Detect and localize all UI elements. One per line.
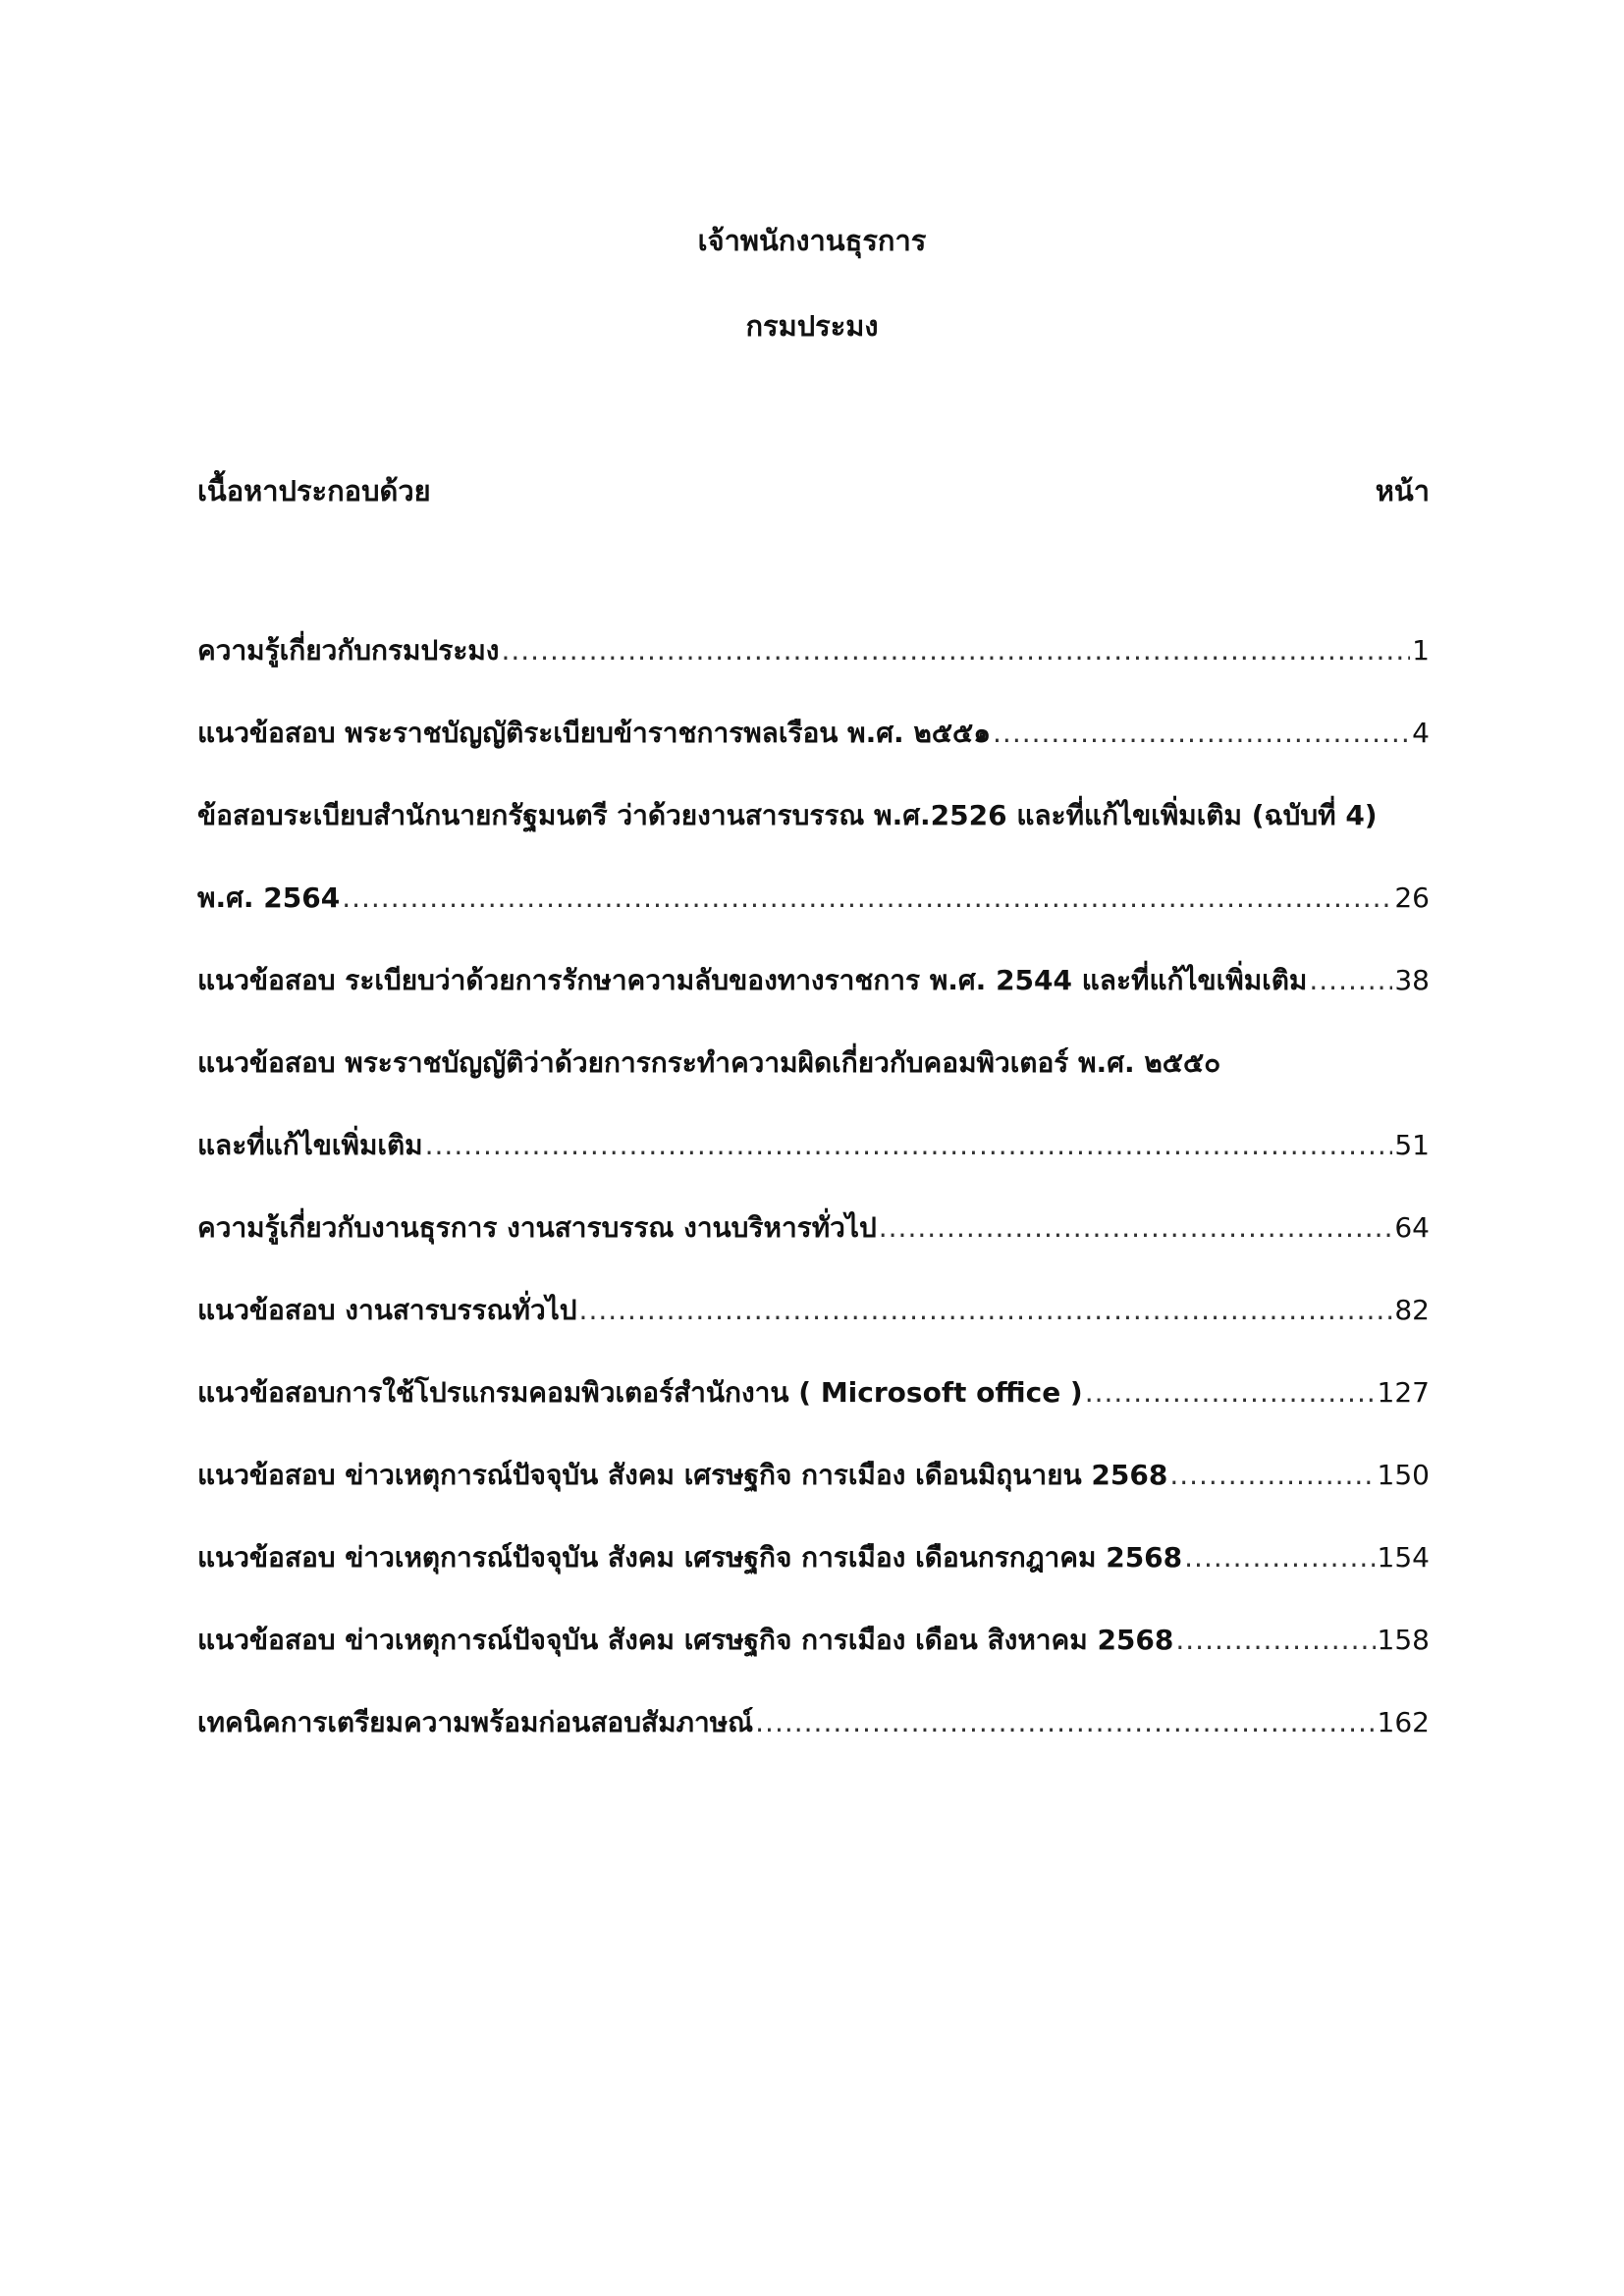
toc-entry-page: 82 [1394, 1294, 1430, 1326]
toc-entry [197, 961, 1430, 1043]
toc-entry-page: 154 [1377, 1541, 1430, 1574]
toc-entry-label: แนวข้อสอบ พระราชบัญญัติว่าด้วยการกระทำความผิดเกี่ยวกับคอมพิวเตอร์ พ.ศ. ๒๕๕๐ [197, 1046, 1221, 1079]
dot-leader [1175, 1621, 1375, 1660]
toc-entry-page: 1 [1412, 634, 1430, 667]
toc-entry-label: แนวข้อสอบ ข่าวเหตุการณ์ปัจจุบัน สังคม เศรษฐกิจ การเมือง เดือน สิงหาคม 2568 [197, 1624, 1174, 1656]
toc-entry-page: 4 [1412, 717, 1430, 749]
toc-entry [197, 714, 1430, 796]
toc-entry [197, 1208, 1430, 1291]
toc-entry-label: ข้อสอบระเบียบสำนักนายกรัฐมนตรี ว่าด้วยงานสารบรรณ พ.ศ.2526 และที่แก้ไขเพิ่มเติม (ฉบับที่ 4) [197, 799, 1378, 831]
dot-leader [879, 1208, 1393, 1248]
toc-entry [197, 1043, 1430, 1126]
toc-entry-label: ความรู้เกี่ยวกับกรมประมง [197, 634, 500, 667]
document-subtitle: กรมประมง [745, 309, 879, 343]
dot-leader [1169, 1456, 1375, 1495]
toc-entry-label: แนวข้อสอบ ระเบียบว่าด้วยการรักษาความลับของทางราชการ พ.ศ. 2544 และที่แก้ไขเพิ่มเติม [197, 964, 1308, 996]
dot-leader [1309, 961, 1392, 1000]
toc-header [197, 471, 1430, 510]
toc-entry [197, 1703, 1430, 1786]
toc-entry-label: แนวข้อสอบ พระราชบัญญัติระเบียบข้าราชการพลเรือน พ.ศ. ๒๕๕๑ [197, 717, 992, 749]
toc-entry-label: แนวข้อสอบการใช้โปรแกรมคอมพิวเตอร์สำนักงาน ( Microsoft office ) [197, 1376, 1083, 1409]
toc-entry-page: 150 [1377, 1459, 1430, 1491]
toc-entry [197, 1373, 1430, 1456]
toc-header-contents-label: เนื้อหาประกอบด้วย [197, 474, 431, 507]
toc-entry-page: 162 [1377, 1706, 1430, 1738]
dot-leader [501, 631, 1410, 670]
toc-entry [197, 796, 1430, 879]
toc-entry-label: เทคนิคการเตรียมความพร้อมก่อนสอบสัมภาษณ์ [197, 1706, 754, 1738]
toc-entry-label: พ.ศ. 2564 [197, 881, 341, 914]
dot-leader [755, 1703, 1375, 1742]
dot-leader [1184, 1538, 1375, 1577]
toc-entry-label: แนวข้อสอบ ข่าวเหตุการณ์ปัจจุบัน สังคม เศรษฐกิจ การเมือง เดือนกรกฎาคม 2568 [197, 1541, 1183, 1574]
toc-entry-page: 64 [1394, 1211, 1430, 1244]
table-of-contents [197, 631, 1430, 1786]
toc-entry-page: 127 [1377, 1376, 1430, 1409]
document-title: เจ้าพนักงานธุรการ [697, 224, 927, 257]
toc-header-page-label: หน้า [1375, 474, 1430, 507]
dot-leader [579, 1291, 1393, 1330]
toc-entry [197, 879, 1430, 961]
dot-leader [1085, 1373, 1376, 1413]
toc-entry [197, 1126, 1430, 1208]
dot-leader [342, 879, 1392, 918]
dot-leader [993, 714, 1410, 753]
toc-entry-page: 26 [1394, 881, 1430, 914]
toc-entry-page: 38 [1394, 964, 1430, 996]
toc-entry-label: แนวข้อสอบ งานสารบรรณทั่วไป [197, 1294, 577, 1326]
toc-entry-label: แนวข้อสอบ ข่าวเหตุการณ์ปัจจุบัน สังคม เศรษฐกิจ การเมือง เดือนมิถุนายน 2568 [197, 1459, 1168, 1491]
dot-leader [425, 1126, 1393, 1165]
toc-entry-page: 158 [1377, 1624, 1430, 1656]
toc-entry [197, 1456, 1430, 1538]
toc-entry-page: 51 [1394, 1129, 1430, 1161]
toc-entry [197, 1538, 1430, 1621]
toc-entry [197, 1621, 1430, 1703]
toc-entry [197, 1291, 1430, 1373]
toc-entry-label: และที่แก้ไขเพิ่มเติม [197, 1129, 423, 1161]
toc-entry [197, 631, 1430, 714]
toc-entry-label: ความรู้เกี่ยวกับงานธุรการ งานสารบรรณ งานบริหารทั่วไป [197, 1211, 877, 1244]
